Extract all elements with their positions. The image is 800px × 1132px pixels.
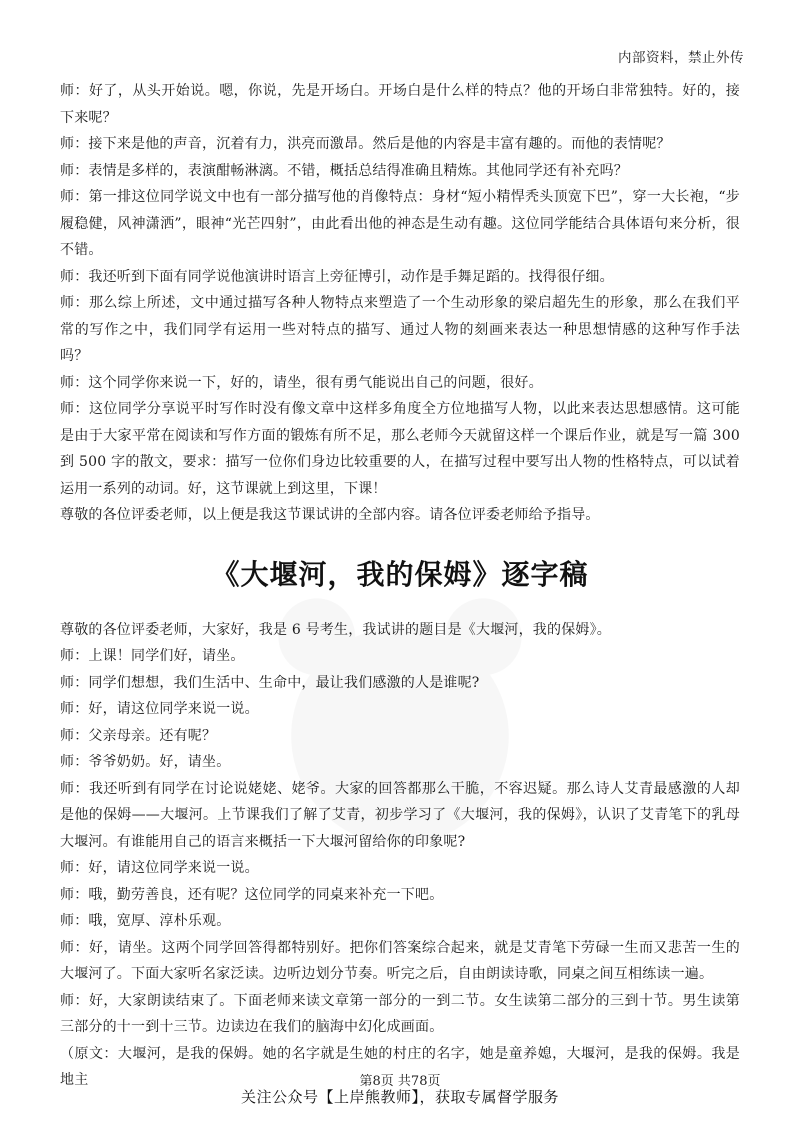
paragraph: 师：我还听到下面有同学说他演讲时语言上旁征博引，动作是手舞足蹈的。找得很仔细。 — [60, 268, 614, 285]
paragraph: 尊敬的各位评委老师，大家好，我是 6 号考生，我试讲的题目是《大堰河，我的保姆》。 — [60, 621, 612, 638]
page-content — [60, 78, 740, 1094]
paragraph: 师：哦，勤劳善良，还有呢？这位同学的同桌来补充一下吧。 — [60, 886, 444, 903]
paragraph: 师：好，请这位同学来说一说。 — [60, 701, 259, 717]
paragraph: 师：父亲母亲。还有呢？ — [60, 727, 217, 744]
paragraph: 师：好，大家朗读结束了。下面老师来读文章第一部分的一到二节。女生读第二部分的三到十节。男生读第三部分的十一到十三节。边读边在我们的脑海中幻化成画面。 — [60, 992, 740, 1035]
paragraph: 师：接下来是他的声音，沉着有力，洪亮而激昂。然后是他的内容是丰富有趣的。而他的表情呢？ — [60, 136, 671, 152]
paragraph: 师：我还听到有同学在讨论说姥姥、姥爷。大家的回答都那么干脆，不容迟疑。那么诗人艾青最感激的人却是他的保姆——大堰河。上节课我们了解了艾青，初步学习了《大堰河，我的保姆》，认识了艾青笔下的乳母大堰河。有谁能用自己的语言来概括一下大堰河留给你的印象呢? — [60, 780, 740, 850]
section-title: 《大堰河，我的保姆》逐字稿 — [211, 557, 589, 591]
paragraph: 师：这个同学你来说一下，好的，请坐，很有勇气能说出自己的问题，很好。 — [60, 374, 543, 391]
paragraph: 尊敬的各位评委老师，以上便是我这节课试讲的全部内容。请各位评委老师给予指导。 — [60, 507, 600, 523]
paragraph: 师：这位同学分享说平时写作时没有像文章中这样多角度全方位地描写人物，以此来表达思想感情。这可能是由于大家平常在阅读和写作方面的锻炼有所不足，那么老师今天就留这样一个课后作业，就是写一篇 300 到 500 字的散文，要求：描写一位你们身边比较重要的人，在描写过程中要写出人物的性格特点，可以试着运用一系列的动词。好，这节课就上到这里，下课！ — [60, 401, 740, 497]
header-note: 内部资料，禁止外传 — [618, 50, 744, 66]
paragraph: 师：好，请这位同学来说一说。 — [60, 860, 259, 876]
paragraph: 师：那么综上所述，文中通过描写各种人物特点来塑造了一个生动形象的梁启超先生的形象，那么在我们平常的写作之中，我们同学有运用一些对特点的描写、通过人物的刻画来表达一种思想情感的这种写作手法吗？ — [60, 295, 740, 364]
paragraph: 师：表情是多样的，表演酣畅淋漓。不错，概括总结得准确且精炼。其他同学还有补充吗？ — [60, 162, 628, 179]
paragraph: 师：爷爷奶奶。好，请坐。 — [60, 754, 231, 770]
paragraph: 师：哦，宽厚、淳朴乐观。 — [60, 913, 231, 929]
paragraph: 师：好，请坐。这两个同学回答得都特别好。把你们答案综合起来，就是艾青笔下劳碌一生而又悲苦一生的大堰河了。下面大家听名家泛读。边听边划分节奏。听完之后，自由朗读诗歌，同桌之间互相练读一遍。 — [60, 939, 740, 982]
paragraph: （原文：大堰河，是我的保姆。她的名字就是生她的村庄的名字，她是童养媳，大堰河，是我的保姆。我是地主 — [60, 1045, 740, 1088]
paragraph: 师：上课！同学们好，请坐。 — [60, 648, 245, 664]
paragraph: 师：同学们想想，我们生活中、生命中，最让我们感激的人是谁呢? — [60, 674, 480, 691]
page-number: 第8页 共78页 — [359, 1074, 441, 1089]
paragraph: 师：第一排这位同学说文中也有一部分描写他的肖像特点：身材“短小精悍秃头顶宽下巴”，穿一大长袍，“步履稳健，风神潇洒”，眼神“光芒四射”，由此看出他的神态是生动有趣。这位同学能结合具体语句来分析，很不错。 — [60, 189, 740, 258]
paragraph: 师：好了，从头开始说。嗯，你说，先是开场白。开场白是什么样的特点？他的开场白非常独特。好的，接下来呢？ — [60, 83, 740, 126]
footer-note: 关注公众号【上岸熊教师】，获取专属督学服务 — [240, 1088, 559, 1106]
